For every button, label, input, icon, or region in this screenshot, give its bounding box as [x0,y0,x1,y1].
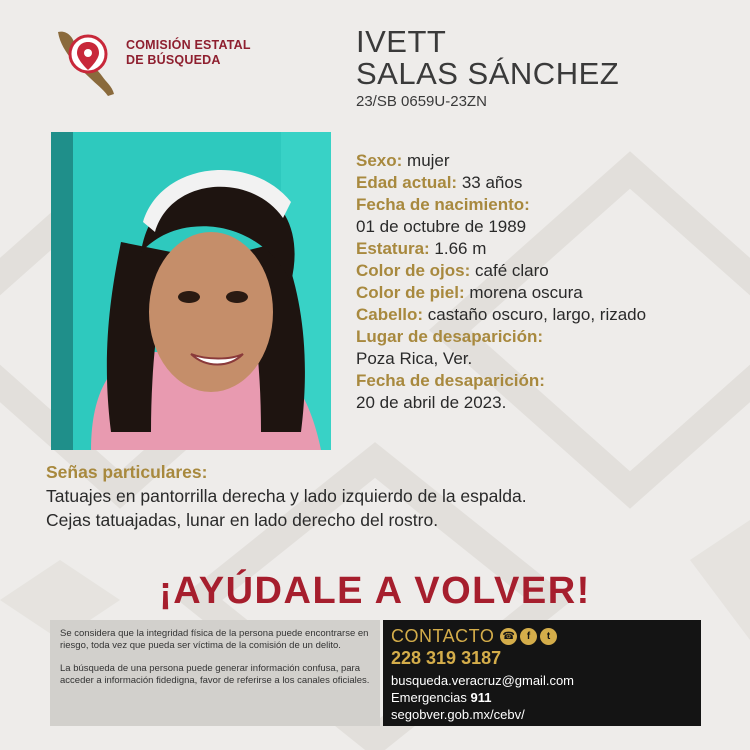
detail-date-value-row [356,392,646,414]
phone-icon[interactable]: ☎ [500,628,517,645]
skin-label: Color de piel: [356,283,465,302]
height-value: 1.66 m [434,239,487,258]
contact-phone[interactable]: 228 319 3187 [391,648,502,668]
location-pin-icon [52,28,122,98]
detail-place-value-row [356,348,646,370]
sex-value: mujer [407,151,450,170]
eyes-value: café claro [475,261,549,280]
person-last-name: SALAS SÁNCHEZ [356,56,620,91]
detail-age [356,172,646,194]
call-to-action: ¡AYÚDALE A VOLVER! [159,570,591,612]
person-details [356,150,646,414]
detail-hair [356,304,646,326]
date-value: 20 de abril de 2023. [356,393,507,412]
disclaimer-box [50,620,380,726]
detail-eyes [356,260,646,282]
marks-line2: Cejas tatuajadas, lunar en lado derecho del rostro. [46,510,439,530]
twitter-icon[interactable]: t [540,628,557,645]
detail-dob-value-row [356,216,646,238]
person-first-name: IVETT [356,24,447,59]
age-value: 33 años [461,173,523,192]
distinguishing-marks [46,460,527,532]
detail-sex [356,150,646,172]
age-label: Edad actual: [356,173,458,192]
hair-value: castaño oscuro, largo, rizado [427,305,647,324]
org-name-line1: COMISIÓN ESTATAL [126,38,251,52]
sex-label: Sexo: [356,151,403,170]
person-name [356,26,619,90]
date-label: Fecha de desaparición: [356,371,545,390]
org-name-line2: DE BÚSQUEDA [126,53,221,67]
contact-title: CONTACTO [391,625,495,646]
place-value: Poza Rica, Ver. [356,349,473,368]
contact-icons [500,628,557,645]
org-name [126,38,251,68]
contact-email[interactable]: busqueda.veracruz@gmail.com [391,673,575,688]
detail-skin [356,282,646,304]
dob-label: Fecha de nacimiento: [356,195,530,214]
contact-emergency [391,689,693,706]
contact-box [383,620,701,726]
detail-height [356,238,646,260]
detail-dob [356,194,646,216]
facebook-icon[interactable]: f [520,628,537,645]
eyes-label: Color de ojos: [356,261,471,280]
disclaimer-p1: Se considera que la integridad física de la persona puede encontrarse en riesgo, toda vez que pueda ser víctima de la comisión de un delito. [60,628,369,651]
case-code: 23/SB 0659U-23ZN [356,93,487,110]
marks-line1: Tatuajes en pantorrilla derecha y lado izquierdo de la espalda. [46,486,527,506]
detail-date [356,370,646,392]
emergency-label: Emergencias [391,690,467,705]
dob-value: 01 de octubre de 1989 [356,217,527,236]
hair-label: Cabello: [356,305,424,324]
detail-place [356,326,646,348]
disclaimer-p2: La búsqueda de una persona puede generar información confusa, para acceder a información fidedigna, favor de referirse a los canales oficiales. [60,663,370,686]
skin-value: morena oscura [469,283,583,302]
place-label: Lugar de desaparición: [356,327,544,346]
marks-label: Señas particulares: [46,462,208,482]
person-photo [51,132,331,450]
org-logo [52,28,252,98]
contact-header [391,624,693,648]
contact-website[interactable]: segobver.gob.mx/cebv/ [391,707,525,722]
height-label: Estatura: [356,239,430,258]
emergency-number[interactable]: 911 [470,690,492,705]
